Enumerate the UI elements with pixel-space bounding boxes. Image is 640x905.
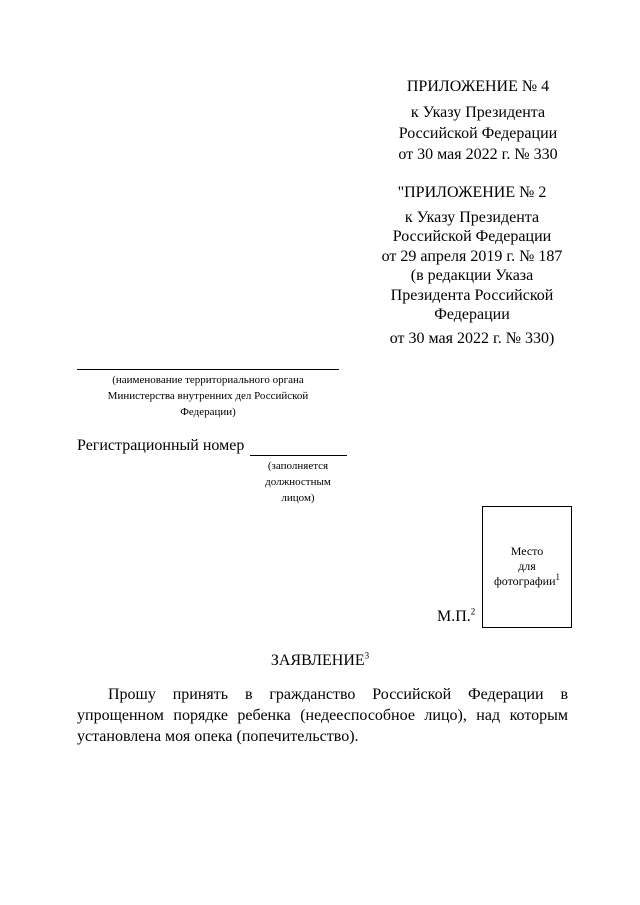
statement-body: Прошу принять в гражданство Российской Федерации в упрощенном порядке ребенка (недееспособное лицо), над которым установлена моя опека (попечительство). [77, 686, 568, 745]
appendix-4-block [378, 76, 578, 165]
appendix-2-title: "ПРИЛОЖЕНИЕ № 2 [397, 184, 547, 201]
photo-box-label [483, 544, 571, 589]
organ-caption [68, 372, 348, 420]
registration-label: Регистрационный номер [77, 437, 245, 454]
heading-footnote-mark: 3 [364, 650, 370, 661]
appendix-2-line-3: от 29 апреля 2019 г. № 187 [381, 247, 563, 265]
registration-note [248, 458, 348, 506]
stamp-label [437, 608, 475, 626]
appendix-2-line-1: к Указу Президента [404, 208, 540, 226]
photo-box [482, 506, 572, 628]
appendix-2-line-5: Президента Российской [390, 286, 554, 304]
registration-note-line-2: должностным [265, 476, 331, 488]
stamp-footnote-mark: 2 [470, 606, 476, 617]
appendix-2-line-2: Российской Федерации [392, 228, 552, 245]
photo-box-line-1: Место [510, 544, 544, 558]
photo-footnote-mark: 1 [555, 572, 561, 582]
registration-number-line[interactable] [250, 455, 347, 456]
registration-note-line-3: лицом) [281, 492, 315, 504]
appendix-2-line-4: (в редакции Указа [410, 267, 534, 284]
appendix-4-line-1: к Указу Президента [410, 104, 546, 121]
organ-caption-line-1: (наименование территориального органа [112, 374, 304, 386]
organ-caption-line-2: Министерства внутренних дел Российской [107, 390, 309, 402]
appendix-2-block [372, 183, 572, 348]
photo-box-line-2: для [518, 559, 536, 573]
appendix-2-line-6: Федерации [434, 306, 510, 323]
statement-heading-text: ЗАЯВЛЕНИЕ [270, 652, 365, 669]
stamp-label-text: М.П. [437, 608, 471, 625]
photo-box-line-3 [483, 574, 571, 589]
statement-heading [200, 652, 440, 670]
photo-box-line-3-text: фотографии [493, 574, 556, 588]
organ-name-line [77, 369, 339, 370]
registration-note-line-1: (заполняется [267, 460, 329, 472]
appendix-2-line-7: от 30 мая 2022 г. № 330) [389, 329, 555, 347]
appendix-4-title: ПРИЛОЖЕНИЕ № 4 [406, 78, 550, 95]
appendix-4-line-2: Российской Федерации [398, 125, 558, 142]
appendix-4-line-3: от 30 мая 2022 г. № 330 [398, 146, 558, 163]
organ-caption-line-3: Федерации) [180, 406, 236, 418]
